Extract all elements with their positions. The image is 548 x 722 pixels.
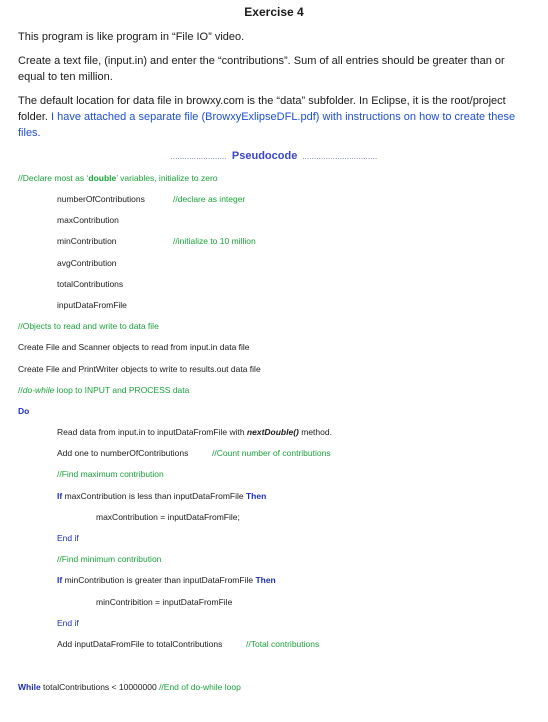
min-assign-line: minContribition = inputDataFromFile (96, 597, 233, 607)
add-count-line: Add one to numberOfContributions (57, 448, 189, 458)
then-keyword-1: Then (245, 491, 267, 501)
exercise-title: Exercise 4 (244, 5, 304, 19)
if-keyword-2: If (57, 575, 63, 585)
instructions-paragraph: Create a text file, (input.in) and enter the “contributions”. Sum of all entries should be greater than or equal to ten million. (18, 55, 505, 83)
intro-paragraph: This program is like program in “File IO” video. (18, 31, 245, 43)
var-avg-contribution: avgContribution (57, 258, 117, 268)
declare-comment (18, 172, 218, 184)
var-number-of-contributions: numberOfContributions (57, 194, 145, 204)
location-paragraph (18, 93, 530, 141)
while-keyword: While (18, 682, 41, 692)
if-max-condition: maxContribution is less than inputDataFromFile (62, 491, 246, 501)
var-min-contribution: minContribution (57, 236, 117, 246)
add-count-comment: //Count number of contributions (212, 448, 331, 458)
dowhile-comment-slashes: // (18, 385, 23, 395)
read-data-line (57, 426, 332, 438)
read-line-post: method. (298, 427, 332, 437)
dowhile-comment-rest: loop to INPUT and PROCESS data (54, 385, 190, 395)
do-keyword: Do (18, 406, 30, 416)
var-total-contributions: totalContributions (57, 279, 124, 289)
declare-comment-post: ’ variables, initialize to zero (116, 173, 218, 183)
var-max-contribution: maxContribution (57, 215, 119, 225)
objects-comment: //Objects to read and write to data file (18, 321, 159, 331)
read-line-pre: Read data from input.in to inputDataFromFile with (57, 427, 247, 437)
declare-comment-pre: //Declare most as ‘ (18, 173, 89, 183)
then-keyword-2: Then (255, 575, 276, 585)
end-if-2: End if (57, 618, 79, 628)
location-text: The default location for data file in browxy.com is the “data” subfolder. In Eclipse, it is the root/project folder. (18, 95, 506, 123)
dowhile-comment (18, 384, 189, 396)
while-comment: //End of do-while loop (159, 682, 241, 692)
pseudocode-label: Pseudocode (231, 150, 298, 162)
declare-comment-keyword: double (88, 173, 117, 183)
max-assign-line: maxContribution = inputDataFromFile; (96, 512, 240, 522)
var-number-comment: //declare as integer (173, 194, 246, 204)
while-condition: totalContributions < 10000000 (40, 682, 160, 692)
scanner-line: Create File and Scanner objects to read from input.in data file (18, 342, 250, 352)
attachment-link[interactable]: I have attached a separate file (BrowxyExlipseDFL.pdf) with instructions on how to create these files. (18, 111, 516, 139)
read-line-method: nextDouble() (246, 427, 299, 437)
dowhile-comment-italic: do-while (22, 385, 55, 395)
if-max-line (57, 490, 266, 502)
if-min-line (57, 574, 276, 586)
end-if-1: End if (57, 533, 79, 543)
while-line (18, 681, 241, 693)
find-min-comment: //Find minimum contribution (57, 554, 162, 564)
if-keyword-1: If (57, 491, 63, 501)
find-max-comment: //Find maximum contribution (57, 469, 164, 479)
var-input-data: inputDataFromFile (57, 300, 127, 310)
pseudocode-heading (0, 150, 548, 162)
var-min-comment: //initialize to 10 million (173, 236, 256, 246)
printwriter-line: Create File and PrintWriter objects to write to results.out data file (18, 364, 261, 374)
add-total-comment: //Total contributions (246, 639, 320, 649)
if-min-condition: minContribution is greater than inputDataFromFile (62, 575, 256, 585)
heading-dots-left: ........................ (170, 154, 227, 161)
add-total-line: Add inputDataFromFile to totalContributions (57, 639, 223, 649)
heading-dots-right: ................................ (302, 154, 378, 161)
